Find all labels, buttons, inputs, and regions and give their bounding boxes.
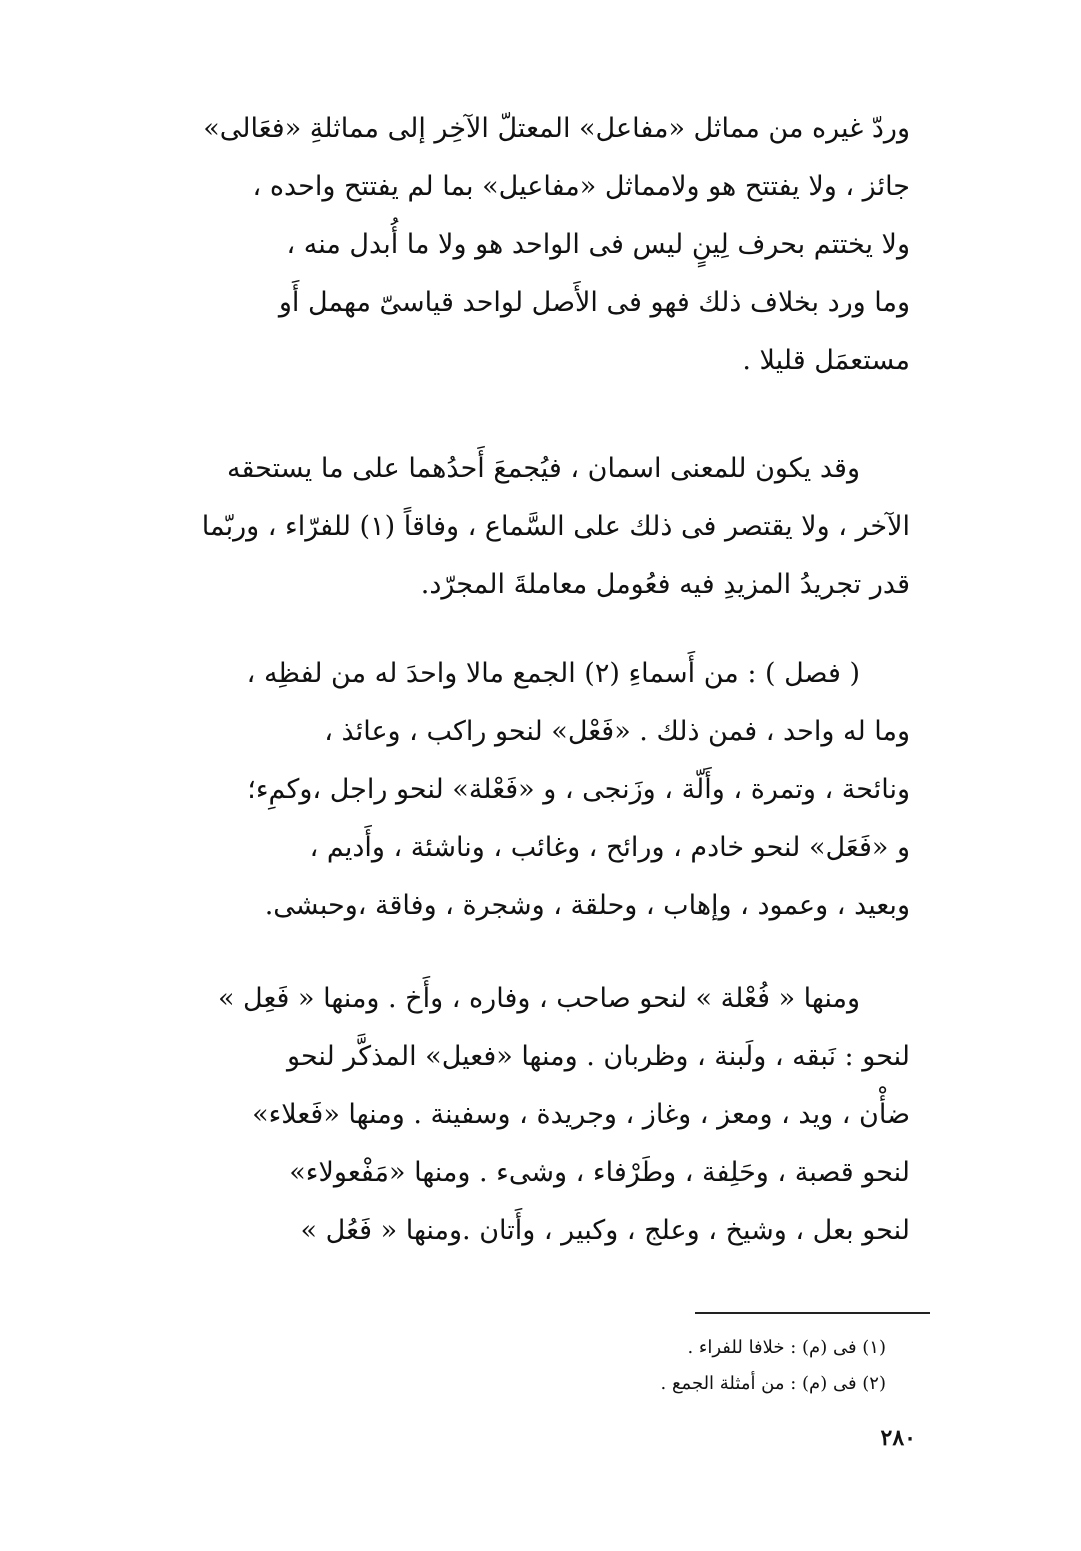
text-line: وقد يكون للمعنى اسمان ، فيُجمعَ أَحدُهما على ما يستحقه: [227, 453, 860, 484]
page-number: ٢٨٠: [880, 1425, 916, 1451]
text-line: و «فَعَل» لنحو خادم ، ورائح ، وغائب ، وناشئة ، وأَديم ،: [309, 832, 910, 863]
footnote-divider: [695, 1312, 930, 1314]
text-line: قدر تجريدُ المزيدِ فيه فعُومل معاملةَ المجرّد.: [420, 569, 910, 600]
text-line: لنحو قصبة ، وحَلِفة ، وطَرْفاء ، وشىء . ومنها «مَفْعولاء»: [289, 1157, 910, 1188]
text-line: وما ورد بخلاف ذلك فهو فى الأَصل لواحد قياسىّ مهمل أَو: [278, 287, 910, 318]
text-line: ( فصل ) : من أَسماءِ (٢) الجمع مالا واحدَ له من لفظِه ،: [246, 658, 860, 689]
text-line: وردّ غيره من مماثل «مفاعل» المعتلّ الآخِر إلى مماثلةِ «فعَالى»: [203, 113, 910, 144]
footnotes: [486, 1330, 886, 1402]
text-line: ومنها « فُعْلة » لنحو صاحب ، وفاره ، وأَخ . ومنها « فَعِل »: [217, 983, 860, 1014]
text-line: ونائحة ، وتمرة ، وأَلّة ، وزَنجى ، و «فَعْلة» لنحو راجل ،وكمِء؛: [247, 774, 910, 805]
footnote-1: (١) فى (م) : خلافا للفراء .: [687, 1337, 886, 1358]
text-line: وما له واحد ، فمن ذلك . «فَعْل» لنحو راكب ، وعائذ ،: [324, 716, 910, 747]
text-line: جائز ، ولا يفتتح هو ولامماثل «مفاعيل» بما لم يفتتح واحده ،: [252, 171, 910, 202]
text-line: ولا يختتم بحرف لِينٍ ليس فى الواحد هو ولا ما أُبدل منه ،: [286, 229, 910, 260]
text-line: وبعيد ، وعمود ، وإهاب ، وحلقة ، وشجرة ، وفاقة ،وحبشى.: [264, 890, 910, 921]
footnote-2: (٢) فى (م) : من أمثلة الجمع .: [660, 1373, 886, 1394]
paragraph-2: [175, 440, 910, 614]
text-line: لنحو بعل ، وشيخ ، وعلج ، وكبير ، وأَتان .ومنها « فَعُل »: [300, 1215, 910, 1246]
paragraph-1: [175, 100, 910, 390]
paragraph-3: [175, 645, 910, 935]
text-line: ضأْن ، ويد ، ومعز ، وغاز ، وجريدة ، وسفينة . ومنها «فَعلاء»: [252, 1099, 910, 1130]
paragraph-4: [175, 970, 910, 1260]
text-line: الآخر ، ولا يقتصر فى ذلك على السَّماع ، وفاقاً (١) للفرّاء ، وربّما: [201, 511, 910, 542]
text-line: لنحو : نَبقه ، ولَبنة ، وظربان . ومنها «فعيل» المذكَّر لنحو: [287, 1041, 910, 1072]
text-line: مستعمَل قليلا .: [742, 345, 910, 376]
